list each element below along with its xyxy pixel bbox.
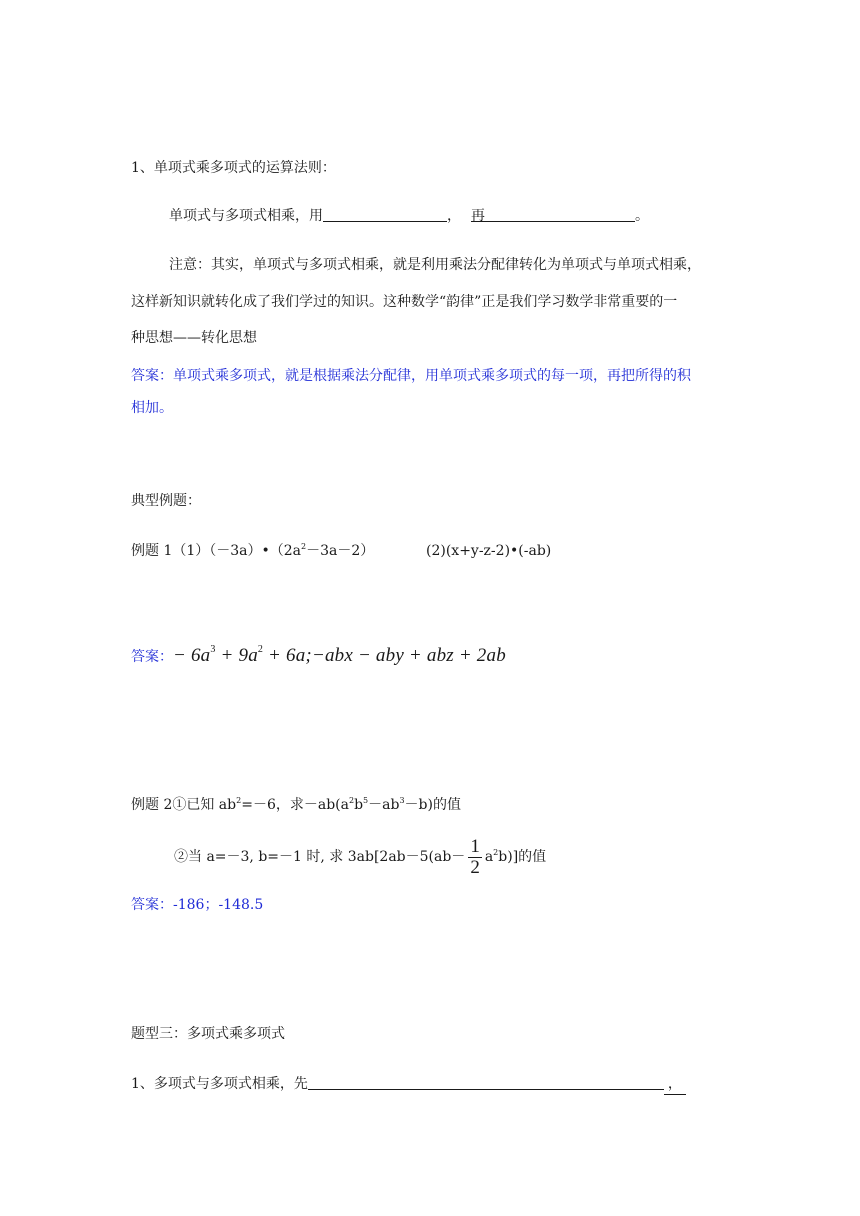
example-2-line-1 [131, 795, 461, 815]
answer-label: 答案： [131, 649, 173, 665]
note-line-2: 这样新知识就转化成了我们学过的知识。这种数学“韵律”正是我们学习数学非常重要的一 [131, 294, 678, 310]
rule-then: 再 [471, 208, 485, 224]
answer-line-2: 相加。 [131, 400, 173, 416]
example-1-label: 例题 1（1） [131, 543, 210, 559]
rule-end: 。 [635, 208, 649, 224]
example-2-part2: ②当 a=－3, b=－1 时, 求 3ab[2ab－5(ab－ [174, 849, 466, 865]
exponent: 2 [301, 542, 307, 551]
example-2-answer: 答案：-186；-148.5 [131, 897, 264, 913]
exponent: 2 [348, 796, 355, 805]
example-2-text: －b)的值 [404, 797, 461, 813]
exponent: 5 [363, 796, 369, 805]
section-3-item-1 [131, 1074, 686, 1095]
rule-mid: ， [447, 208, 461, 224]
example-2-text: =－6，求－ab(a [241, 797, 349, 813]
note-line-3: 种思想——转化思想 [131, 330, 257, 346]
fill-blank-2[interactable] [485, 207, 635, 222]
fill-blank-3[interactable] [308, 1075, 664, 1090]
item-1-end: ， [664, 1074, 686, 1095]
exponent: 2 [493, 848, 499, 857]
fraction [468, 837, 482, 878]
rule-prefix: 单项式与多项式相乘，用 [169, 208, 323, 224]
example-2-line-2 [174, 835, 546, 879]
fraction-numerator: 1 [470, 835, 480, 857]
example-1-line [131, 541, 374, 561]
example-1-part1-rest: －3a－2） [306, 543, 375, 559]
term-2: + 9a [215, 645, 258, 666]
section-3-heading: 题型三：多项式乘多项式 [131, 1026, 285, 1042]
exponent: 2 [236, 796, 242, 805]
fraction-denominator: 2 [470, 856, 480, 878]
item-1-prefix: 1、多项式与多项式相乘，先 [131, 1076, 308, 1092]
example-2-part2: b)]的值 [498, 849, 547, 865]
example-2-text: b [354, 797, 364, 813]
term-1: − 6a [173, 645, 211, 666]
exponent: 3 [210, 644, 216, 655]
example-2-label: 例题 2①已知 ab [131, 797, 237, 813]
exponent: 2 [257, 644, 264, 655]
rule-line [169, 206, 649, 226]
section-title: 1、单项式乘多项式的运算法则： [131, 160, 336, 176]
note-line-1: 注意：其实，单项式与多项式相乘，就是利用乘法分配律转化为单项式与单项式相乘， [169, 257, 701, 273]
example-2-text: －ab [368, 797, 400, 813]
exponent: 3 [399, 796, 405, 805]
example-2-part2: a [484, 849, 494, 865]
fill-blank-1[interactable] [323, 207, 447, 222]
example-1-part2: (2)(x+y-z-2)•(-ab) [426, 543, 552, 559]
examples-heading: 典型例题： [131, 493, 201, 509]
answer-formula [173, 645, 506, 666]
term-3: + 6a;−abx − aby + abz + 2ab [263, 645, 506, 666]
example-1-part1: （－3a）•（2a [209, 543, 302, 559]
answer-line-1: 答案：单项式乘多项式，就是根据乘法分配律，用单项式乘多项式的每一项，再把所得的积 [131, 368, 691, 384]
example-1-answer [131, 644, 506, 669]
